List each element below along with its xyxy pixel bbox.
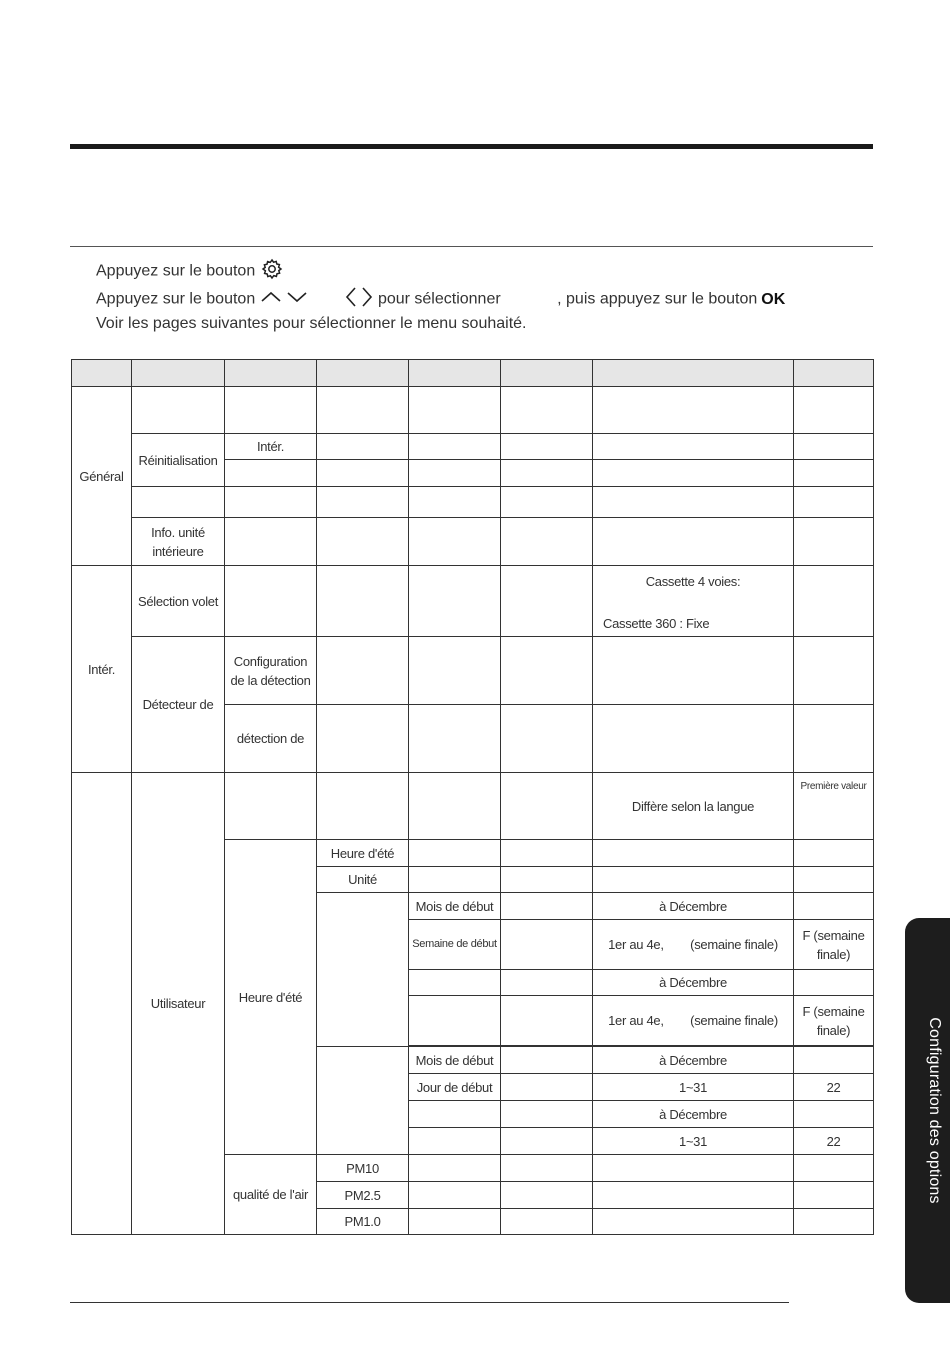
options-table [71,359,874,1235]
table-row [72,773,874,840]
instruction-line-2: Appuyez sur le bouton pour sélectionner , puis appuyez sur le bouton OK [96,286,785,313]
day-range: 1~31 [593,1074,794,1101]
detect-config-label: Configuration de la détection [225,637,317,705]
chevron-left-icon [345,286,357,313]
table-row [72,434,874,460]
chapter-tab-label: Configuration des options [926,1017,943,1204]
detector-label: Détecteur de [132,637,225,773]
month-range: à Décembre [593,1101,794,1128]
instruction-line-3: Voir les pages suivantes pour sélectionner le menu souhaité. [96,315,527,332]
pm10-label: PM10 [317,1155,409,1182]
reset-inter-label: Intér. [225,434,317,460]
dst-label: Heure d'été [225,840,317,1155]
header-rule [70,144,873,149]
table-row [72,566,874,637]
gear-icon [260,257,284,286]
unit-label: Unité [317,867,409,893]
day-default: 22 [794,1074,874,1101]
lang-note: Diffère selon la langue [593,773,794,840]
info-unit-label: Info. unité intérieure [132,518,225,566]
day-range: 1~31 [593,1128,794,1155]
week-range: 1er au 4e, (semaine finale) [593,920,794,970]
chevron-up-icon [260,290,282,309]
volet-label: Sélection volet [132,566,225,637]
week-range: 1er au 4e, (semaine finale) [593,996,794,1046]
month-range: à Décembre [593,893,794,920]
pm25-label: PM2.5 [317,1182,409,1209]
start-week-label: Semaine de début [409,920,501,970]
instruction-line-1: Appuyez sur le bouton [96,257,284,286]
cassette-values: Cassette 4 voies: Cassette 360 : Fixe [603,574,741,631]
table-row [72,487,874,518]
start-day-label: Jour de début [409,1074,501,1101]
section-user: Utilisateur [132,773,225,1235]
section-general: Général [72,387,132,566]
start-month-label: Mois de début [409,1047,501,1074]
reset-label: Réinitialisation [132,434,225,487]
table-row [72,637,874,705]
air-quality-label: qualité de l'air [225,1155,317,1235]
pm1-label: PM1.0 [317,1209,409,1235]
month-range: à Décembre [593,1047,794,1074]
dst-sub-label: Heure d'été [317,840,409,867]
detect-de-label: détection de [225,705,317,773]
first-value: Première valeur [794,773,874,840]
section-inter: Intér. [72,566,132,773]
week-default: F (semaine finale) [794,996,874,1046]
chevron-right-icon [361,286,373,313]
section-divider [70,246,873,247]
table-row [72,387,874,434]
week-default: F (semaine finale) [794,920,874,970]
chevron-down-icon [286,290,308,309]
ok-button-label: OK [761,290,786,308]
chapter-tab [905,918,950,1303]
footer-rule [70,1302,789,1303]
table-row [72,518,874,566]
day-default: 22 [794,1128,874,1155]
start-month-label: Mois de début [409,893,501,920]
month-range: à Décembre [593,970,794,996]
table-header-row [72,360,874,387]
